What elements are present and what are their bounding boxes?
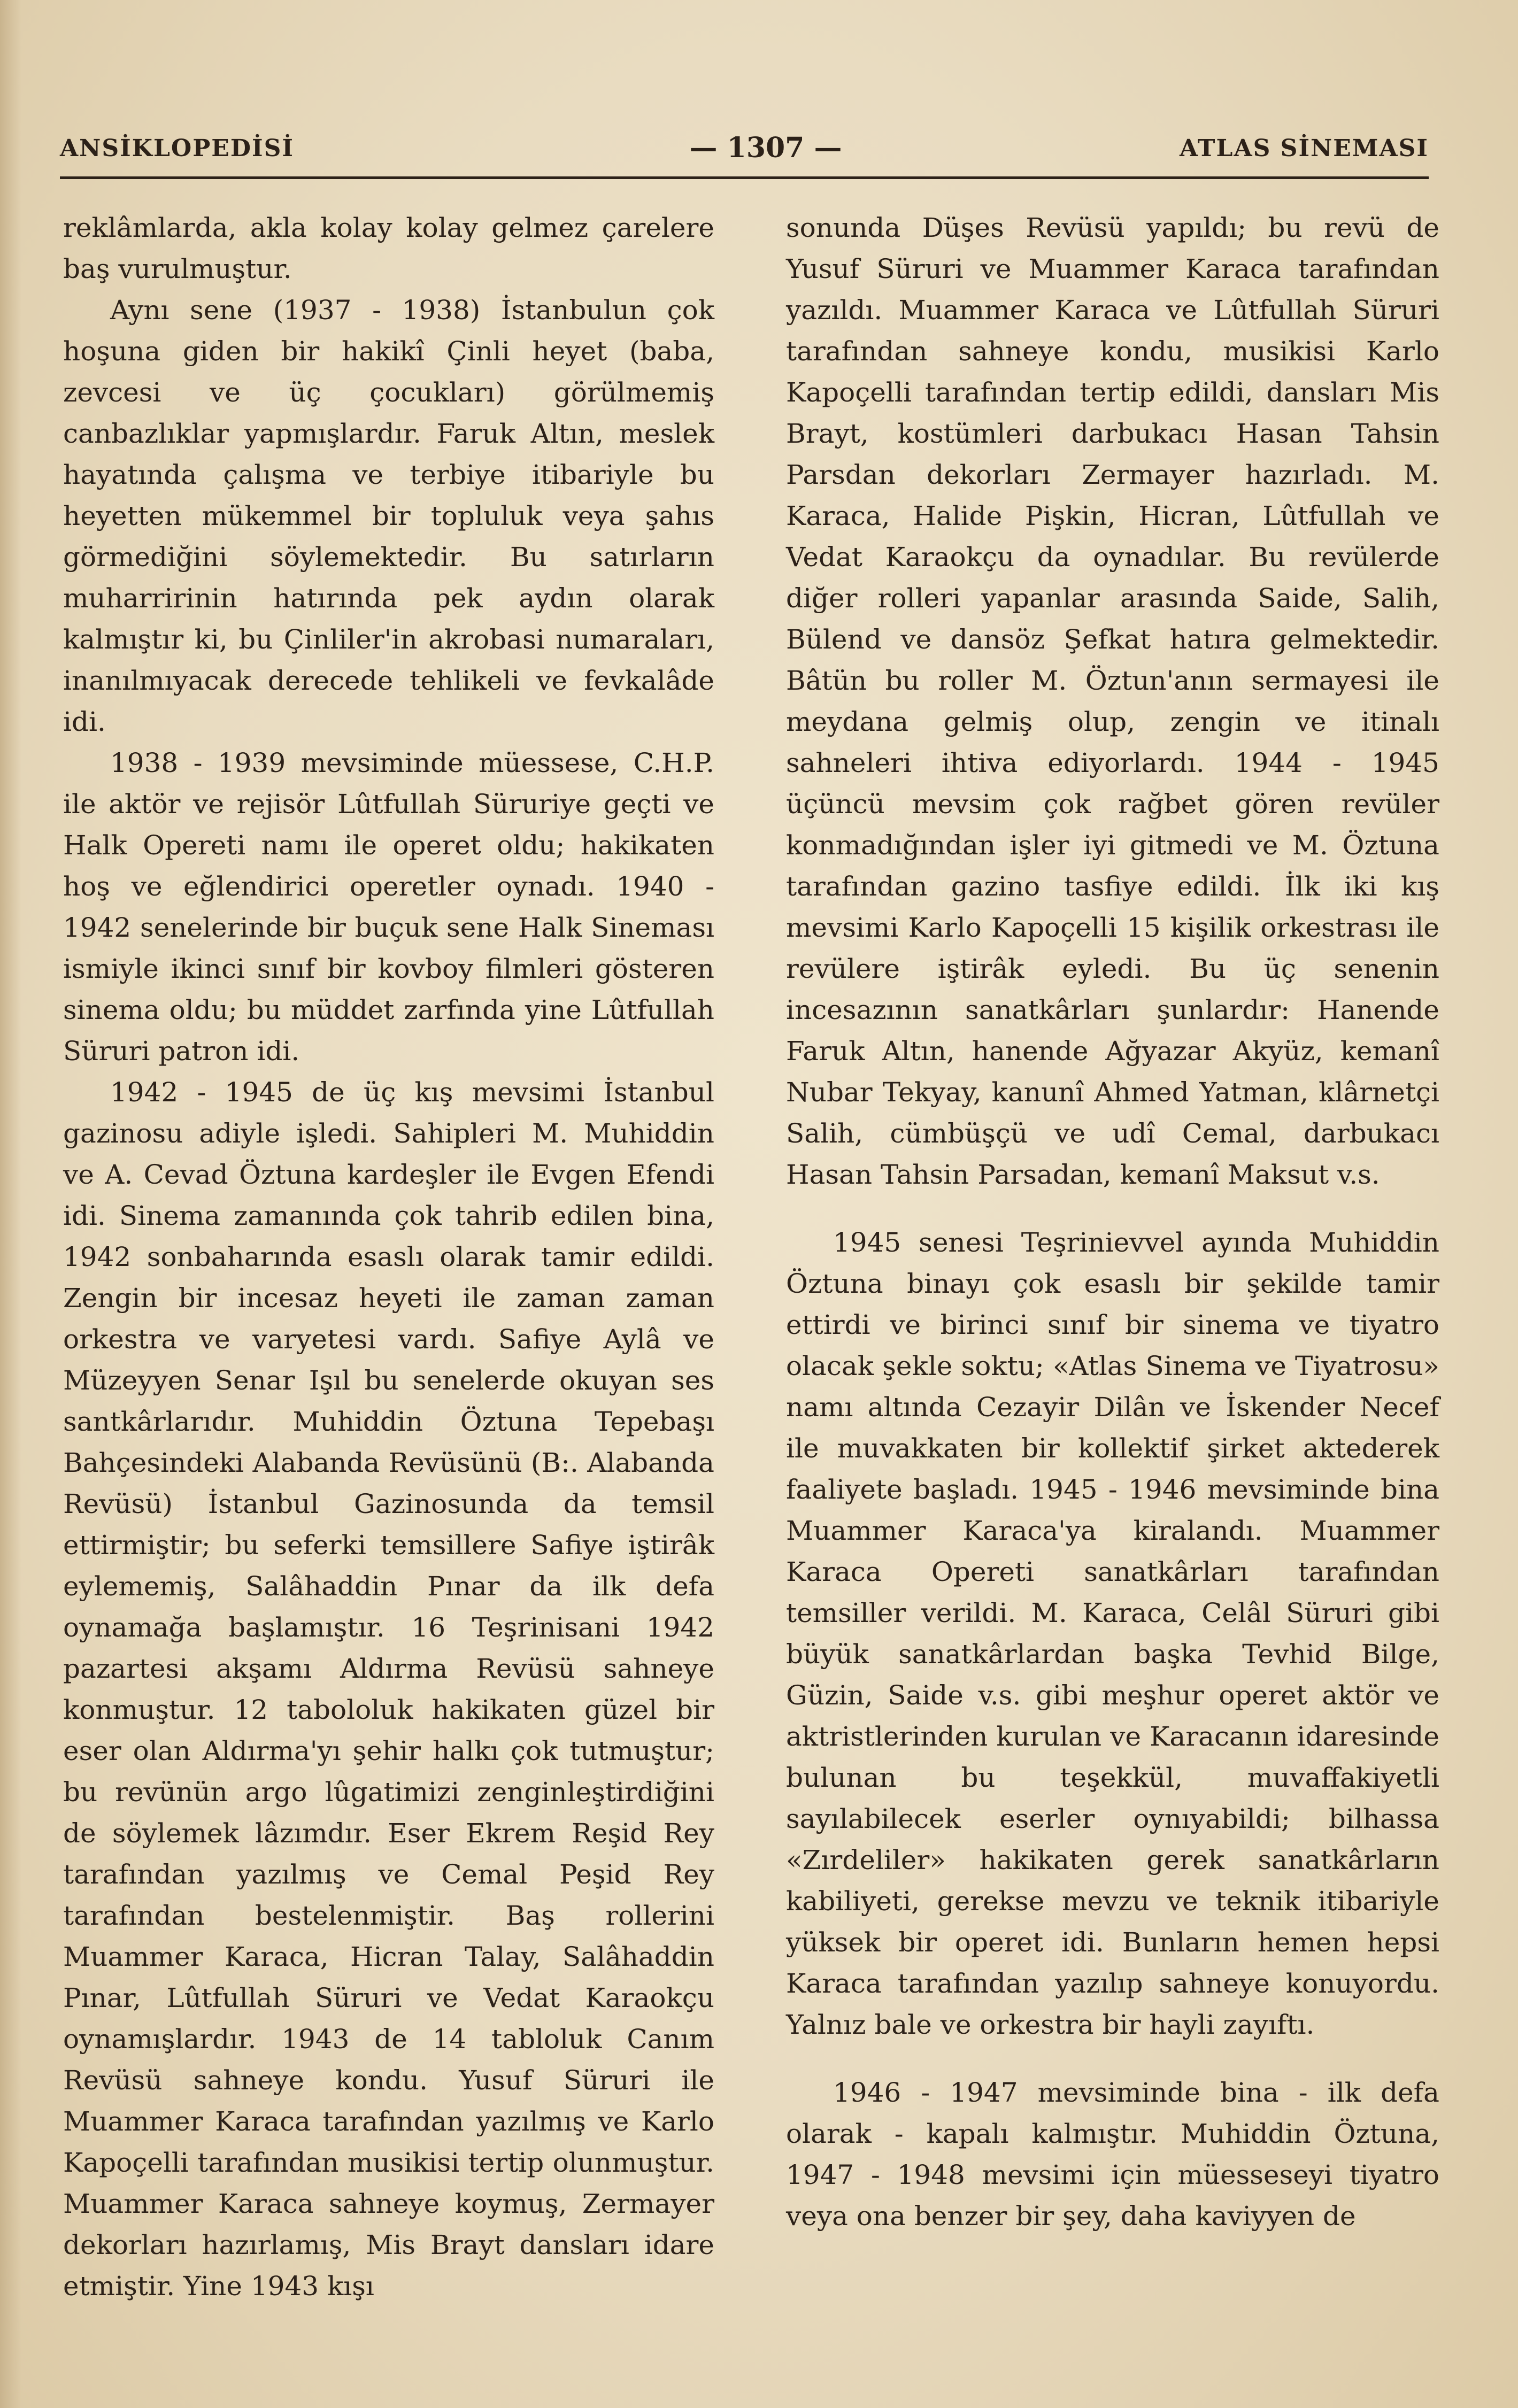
header-right-title: ATLAS SİNEMASI xyxy=(1180,135,1429,162)
header-rule xyxy=(60,176,1429,179)
left-column xyxy=(63,207,714,2319)
right-column xyxy=(786,207,1439,2319)
paragraph: 1945 senesi Teşrinievvel ayında Muhiddin Öztuna binayı çok esaslı bir şekilde tamir ettirdi ve birinci sınıf bir sinema ve tiyatro olacak şekle soktu; «Atlas Sinema ve Tiyatrosu» namı altında Cezayir Dilân ve İskender Necef ile muvakkaten bir kollektif şirket aktederek faaliyete başladı. 1945 - 1946 mevsiminde bina Muammer Karaca'ya kiralandı. Muammer Karaca Opereti sanatkârları tarafından temsiller verildi. M. Karaca, Celâl Süruri gibi büyük sanatkârlardan başka Tevhid Bilge, Güzin, Saide v.s. gibi meşhur operet aktör ve aktristlerinden kurulan ve Karacanın idaresinde bulunan bu teşekkül, muvaffakiyetli sayılabilecek eserler oynıyabildi; bilhassa «Zırdeliler» hakikaten gerek sanatkârların kabiliyeti, gerekse mevzu ve teknik itibariyle yüksek bir operet idi. Bunların hemen hepsi Karaca tarafından yazılıp sahneye konuyordu. Yalnız bale ve orkestra bir hayli zayıftı. xyxy=(786,1227,1439,2040)
paragraph: 1938 - 1939 mevsiminde müessese, C.H.P. ile aktör ve rejisör Lûtfullah Süruriye geçti ve Halk Opereti namı ile operet oldu; hakikaten hoş ve eğlendirici operetler oynadı. 1940 - 1942 senelerinde bir buçuk sene Halk Sineması ismiyle ikinci sınıf bir kovboy filmleri gösteren sinema oldu; bu müddet zarfında yine Lûtfullah Süruri patron idi. xyxy=(63,747,714,1067)
page-number: — 1307 — xyxy=(689,132,842,164)
running-header xyxy=(60,124,1429,167)
paragraph: Aynı sene (1937 - 1938) İstanbulun çok hoşuna giden bir hakikî Çinli heyet (baba, zevcesi ve üç çocukları) görülmemiş canbazlıklar yapmışlardır. Faruk Altın, meslek hayatında çalışma ve terbiye itibariyle bu heyetten mükemmel bir topluluk veya şahıs görmediğini söylemektedir. Bu satırların muharririnin hatırında pek aydın olarak kalmıştır ki, bu Çinliler'in akrobasi numaraları, inanılmıyacak derecede tehlikeli ve fevkalâde idi. xyxy=(63,295,714,737)
header-left-title: ANSİKLOPEDİSİ xyxy=(60,135,294,162)
page-edge-shadow xyxy=(0,0,21,2408)
paragraph: 1946 - 1947 mevsiminde bina - ilk defa olarak - kapalı kalmıştır. Muhiddin Öztuna, 1947 - 1948 mevsimi için müesseseyi tiyatro veya ona benzer bir şey, daha kaviyyen de xyxy=(786,2077,1439,2232)
paragraph: 1942 - 1945 de üç kış mevsimi İstanbul gazinosu adiyle işledi. Sahipleri M. Muhiddin ve A. Cevad Öztuna kardeşler ile Evgen Efendi idi. Sinema zamanında çok tahrib edilen bina, 1942 sonbaharında esaslı olarak tamir edildi. Zengin bir incesaz heyeti ile zaman zaman orkestra ve varyetesi vardı. Safiye Aylâ ve Müzeyyen Senar Işıl bu senelerde okuyan ses santkârlarıdır. Muhiddin Öztuna Tepebaşı Bahçesindeki Alabanda Revüsünü (B:. Alabanda Revüsü) İstanbul Gazinosunda da temsil ettirmiştir; bu seferki temsillere Safiye iştirâk eylememiş, Salâhaddin Pınar da ilk defa oynamağa başlamıştır. 16 Teşrinisani 1942 pazartesi akşamı Aldırma Revüsü sahneye konmuştur. 12 tabololuk hakikaten güzel bir eser olan Aldırma'yı şehir halkı çok tutmuştur; bu revünün argo lûgatimizi zenginleştirdiğini de söylemek lâzımdır. Eser Ekrem Reşid Rey tarafından yazılmış ve Cemal Peşid Rey tarafından bestelenmiştir. Baş rollerini Muammer Karaca, Hicran Talay, Salâhaddin Pınar, Lûtfullah Süruri ve Vedat Karaokçu oynamışlardır. 1943 de 14 tabloluk Canım Revüsü sahneye kondu. Yusuf Süruri ile Muammer Karaca tarafından yazılmış ve Karlo Kapoçelli tarafından musikisi tertip olunmuştur. Muammer Karaca sahneye koymuş, Zermayer dekorları hazırlamış, Mis Brayt dansları idare etmiştir. Yine 1943 kışı xyxy=(63,1077,714,2302)
paragraph: reklâmlarda, akla kolay kolay gelmez çarelere baş vurulmuştur. xyxy=(63,212,714,284)
paragraph: sonunda Düşes Revüsü yapıldı; bu revü de Yusuf Süruri ve Muammer Karaca tarafından yazıldı. Muammer Karaca ve Lûtfullah Süruri tarafından sahneye kondu, musikisi Karlo Kapoçelli tarafından tertip edildi, dansları Mis Brayt, kostümleri darbukacı Hasan Tahsin Parsdan dekorları Zermayer hazırladı. M. Karaca, Halide Pişkin, Hicran, Lûtfullah ve Vedat Karaokçu da oynadılar. Bu revülerde diğer rolleri yapanlar arasında Saide, Salih, Bülend ve dansöz Şefkat hatıra gelmektedir. Bâtün bu roller M. Öztun'anın sermayesi ile meydana gelmiş olup, zengin ve itinalı sahneleri ihtiva ediyorlardı. 1944 - 1945 üçüncü mevsim çok rağbet gören revüler konmadığından işler iyi gitmedi ve M. Öztuna tarafından gazino tasfiye edildi. İlk iki kış mevsimi Karlo Kapoçelli 15 kişilik orkestrası ile revülere iştirâk eyledi. Bu üç senenin incesazının sanatkârları şunlardır: Hanende Faruk Altın, hanende Ağyazar Akyüz, kemanî Nubar Tekyay, kanunî Ahmed Yatman, klârnetçi Salih, cümbüşçü ve udî Cemal, darbukacı Hasan Tahsin Parsadan, kemanî Maksut v.s. xyxy=(786,212,1439,1190)
